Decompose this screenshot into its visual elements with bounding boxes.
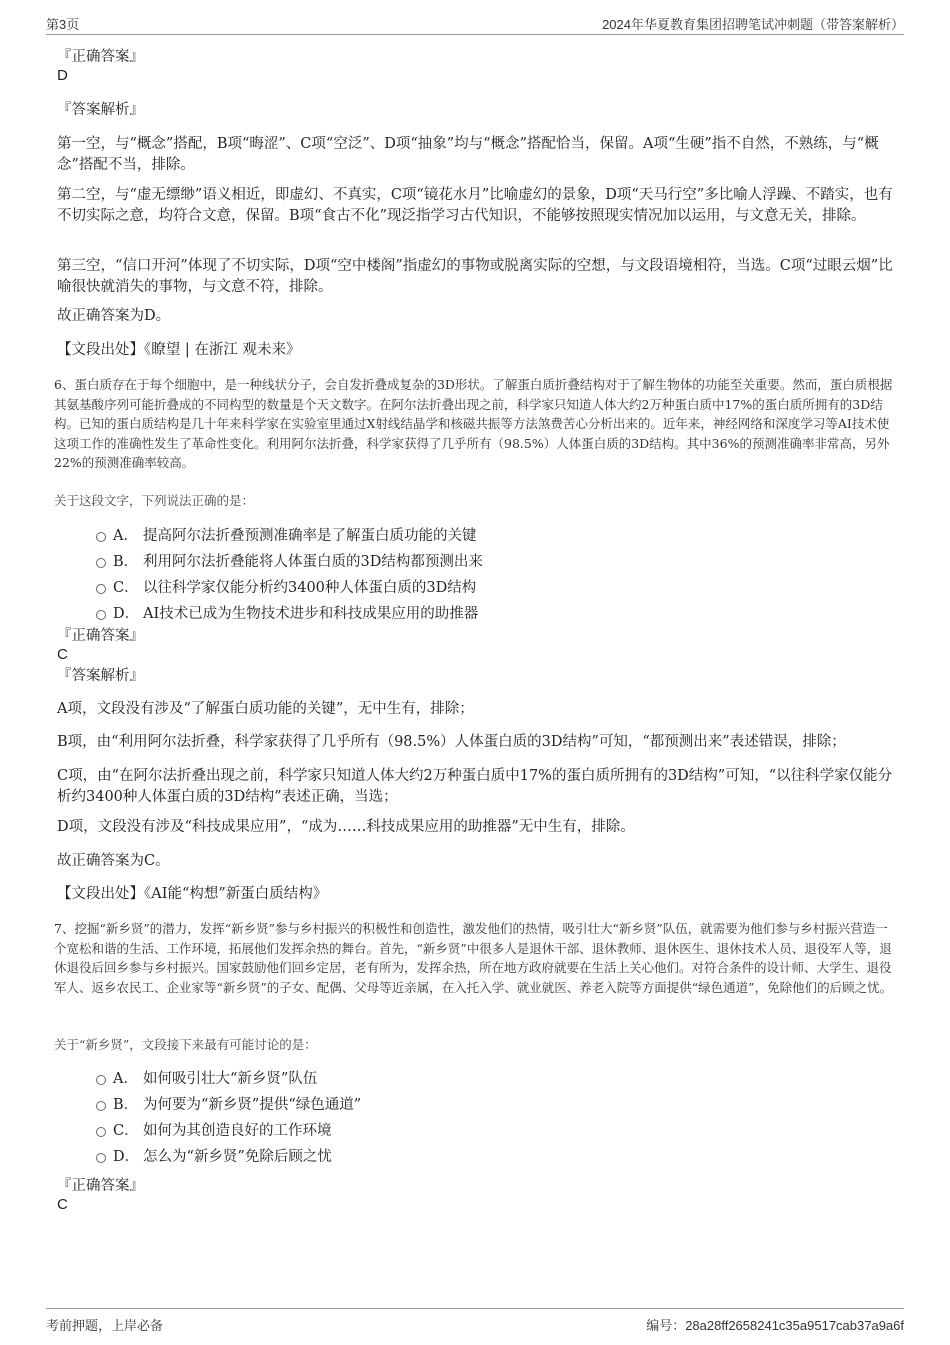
analysis-paragraph: 第三空，“信口开河”体现了不切实际，D项“空中楼阁”指虚幻的事物或脱离实际的空想，与文段语境相符，当选。C项“过眼云烟”比喻很快就消失的事物，与文意不符，排除。 <box>57 258 893 295</box>
page-header <box>46 14 904 35</box>
radio-icon[interactable] <box>96 1127 106 1137</box>
question-passage: 6、蛋白质存在于每个细胞中，是一种线状分子，会自发折叠成复杂的3D形状。了解蛋白质折叠结构对于了解生物体的功能至关重要。然而，蛋白质根据其氨基酸序列可能折叠成的不同构型的数量是个天文数字。在阿尔法折叠出现之前，科学家只知道人体大约2万种蛋白质中17%的蛋白质所拥有的3D结构。已知的蛋白质结构是几十年来科学家在实验室里通过X射线结晶学和核磁共振等方法煞费苦心分析出来的。近年来，神经网络和深度学习等AI技术使这项工作的准确性发生了革命性变化。利用阿尔法折叠，科学家获得了几乎所有（98.5%）人体蛋白质的3D结构。其中36%的预测准确率非常高，另外22%的预测准确率较高。 <box>54 377 893 471</box>
analysis-paragraph: A项，文段没有涉及“了解蛋白质功能的关键”，无中生有，排除； <box>57 701 474 717</box>
analysis-paragraph: C项，由“在阿尔法折叠出现之前，科学家只知道人体大约2万种蛋白质中17%的蛋白质所拥有的3D结构”可知，“以往科学家仅能分析约3400种人体蛋白质的3D结构”表述正确，当选； <box>57 768 893 805</box>
answer-value: D <box>57 67 68 84</box>
footer-slogan: 考前押题，上岸必备 <box>46 1318 164 1333</box>
answer-label: 『正确答案』 <box>57 628 144 644</box>
document-title: 2024年华夏教育集团招聘笔试冲刺题（带答案解析） <box>602 17 904 32</box>
analysis-paragraph: D项，文段没有涉及“科技成果应用”，“成为……科技成果应用的助推器”无中生有，排除。 <box>57 819 635 835</box>
option-c[interactable]: C． 以往科学家仅能分析约3400种人体蛋白质的3D结构 <box>96 577 476 599</box>
option-b[interactable]: B． 利用阿尔法折叠能将人体蛋白质的3D结构都预测出来 <box>96 551 483 573</box>
question-prompt: 关于这段文字，下列说法正确的是： <box>54 493 255 508</box>
radio-icon[interactable] <box>96 558 106 568</box>
option-d[interactable]: D． 怎么为“新乡贤”免除后顾之忧 <box>96 1146 332 1168</box>
answer-label: 『正确答案』 <box>57 1178 144 1194</box>
radio-icon[interactable] <box>96 1075 106 1085</box>
radio-icon[interactable] <box>96 1101 106 1111</box>
answer-value: C <box>57 646 68 663</box>
source-citation: 【文段出处】《AI能“构想”新蛋白质结构》 <box>57 886 328 902</box>
conclusion: 故正确答案为C。 <box>57 853 170 869</box>
option-d[interactable]: D． AI技术已成为生物技术进步和科技成果应用的助推器 <box>96 603 478 625</box>
option-c[interactable]: C． 如何为其创造良好的工作环境 <box>96 1120 332 1142</box>
radio-icon[interactable] <box>96 584 106 594</box>
document-code: 编号：28a28ff2658241c35a9517cab37a9a6f <box>646 1318 904 1333</box>
radio-icon[interactable] <box>96 610 106 620</box>
question-prompt: 关于“新乡贤”，文段接下来最有可能讨论的是： <box>54 1037 317 1052</box>
radio-icon[interactable] <box>96 532 106 542</box>
page-number: 第3页 <box>46 17 80 32</box>
radio-icon[interactable] <box>96 1153 106 1163</box>
answer-value: C <box>57 1196 68 1213</box>
source-citation: 【文段出处】《瞭望 | 在浙江 观未来》 <box>57 342 301 358</box>
option-b[interactable]: B． 为何要为“新乡贤”提供“绿色通道” <box>96 1094 361 1116</box>
conclusion: 故正确答案为D。 <box>57 308 171 324</box>
analysis-paragraph: 第一空，与“概念”搭配，B项“晦涩”、C项“空泛”、D项“抽象”均与“概念”搭配恰当，保留。A项“生硬”指不自然，不熟练，与“概念”搭配不当，排除。 <box>57 136 879 173</box>
question-passage: 7、挖掘“新乡贤”的潜力，发挥“新乡贤”参与乡村振兴的积极性和创造性，激发他们的热情，吸引壮大“新乡贤”队伍，就需要为他们参与乡村振兴营造一个宽松和谐的生活、工作环境，拓展他们发挥余热的舞台。首先，“新乡贤”中很多人是退休干部、退休教师、退休医生、退休技术人员、退役军人等，退休退役后回乡参与乡村振兴。国家鼓励他们回乡定居，老有所为，发挥余热，所在地方政府就要在生活上关心他们。对符合条件的设计师、大学生、退役军人、返乡农民工、企业家等“新乡贤”的子女、配偶、父母等近亲属，在入托入学、就业就医、养老入院等方面提供“绿色通道”，免除他们的后顾之忧。 <box>54 921 893 995</box>
option-a[interactable]: A． 提高阿尔法折叠预测准确率是了解蛋白质功能的关键 <box>96 525 477 547</box>
analysis-paragraph: B项，由“利用阿尔法折叠，科学家获得了几乎所有（98.5%）人体蛋白质的3D结构”可知，“都预测出来”表述错误，排除； <box>57 734 846 750</box>
analysis-label: 『答案解析』 <box>57 668 144 684</box>
analysis-label: 『答案解析』 <box>57 102 144 118</box>
option-a[interactable]: A． 如何吸引壮大“新乡贤”队伍 <box>96 1068 317 1090</box>
page-footer <box>46 1308 904 1339</box>
analysis-paragraph: 第二空，与“虚无缥缈”语义相近，即虚幻、不真实，C项“镜花水月”比喻虚幻的景象，D项“天马行空”多比喻人浮躁、不踏实，也有不切实际之意，均符合文意，保留。B项“食古不化”现泛指学习古代知识，不能够按照现实情况加以运用，与文意无关，排除。 <box>57 187 893 224</box>
answer-label: 『正确答案』 <box>57 49 144 65</box>
